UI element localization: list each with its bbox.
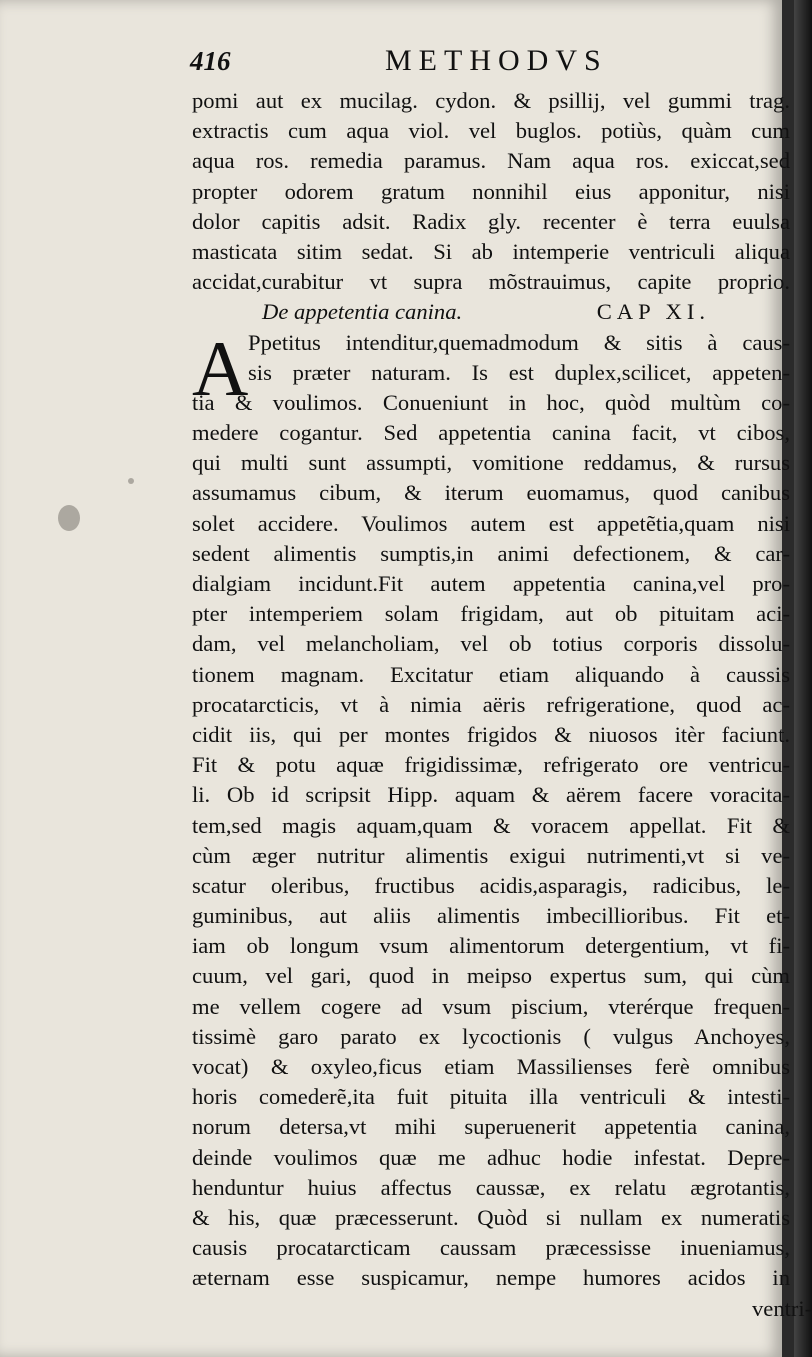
text-line: tionem magnam. Excitatur etiam aliquando à caussis — [192, 661, 790, 687]
text-line: dam, vel melancholiam, vel ob totius corporis dissolu- — [192, 631, 790, 657]
text-line: henduntur huius affectus caussæ, ex relatu ægrotantis, — [192, 1174, 790, 1200]
chapter-number: CAP XI. — [596, 299, 710, 325]
text-line: solet accidere. Voulimos autem est appetẽtia,quam nisi — [192, 510, 790, 536]
chapter-title: De appetentia canina. — [262, 299, 463, 325]
text-line: me vellem cogere ad vsum piscium, vterérque frequen- — [192, 993, 790, 1019]
text-line: & his, quæ præcesserunt. Quòd si nullam ex numeratis — [192, 1204, 790, 1230]
text-line: horis comederẽ,ita fuit pituita illa ventriculi & intesti- — [192, 1084, 790, 1110]
text-line: tem,sed magis aquam,quam & voracem appellat. Fit & — [192, 812, 790, 838]
text-line: vocat) & oxyleo,ficus etiam Massilienses ferè omnibus — [192, 1054, 790, 1079]
page-number: 416 — [190, 46, 231, 76]
text-line: scatur oleribus, fructibus acidis,asparagis, radicibus, le- — [192, 872, 790, 898]
text-line: sedent alimentis sumptis,in animi defectionem, & car- — [192, 540, 790, 566]
text-line: procatarcticis, vt à nimia aëris refrigeratione, quod ac- — [192, 691, 790, 717]
book-spine — [794, 0, 812, 1357]
text-line: dolor capitis adsit. Radix gly. recenter è terra euulsa — [192, 208, 790, 234]
text-line: tia & voulimos. Conueniunt in hoc, quòd multùm co- — [192, 389, 790, 415]
body-text — [192, 86, 812, 1324]
text-line: aqua ros. remedia paramus. Nam aqua ros. exiccat,sed — [192, 148, 790, 174]
text-line: norum detersa,vt mihi superuenerit appetentia canina, — [192, 1114, 790, 1140]
text-line: deinde voulimos quæ me adhuc hodie infestat. Depre- — [192, 1144, 790, 1170]
text-line: pter intemperiem solam frigidam, aut ob pituitam aci- — [192, 601, 790, 627]
text-line: guminibus, aut aliis alimentis imbecillioribus. Fit et- — [192, 903, 790, 929]
text-line: extractis cum aqua viol. vel buglos. potiùs, quàm cum — [192, 118, 790, 144]
text-line: iam ob longum vsum alimentorum detergentium, vt fi- — [192, 933, 790, 959]
drop-cap: A — [192, 325, 249, 412]
text-line: Ppetitus intenditur,quemadmodum & sitis à caus- — [248, 329, 790, 355]
text-line: cuum, vel gari, quod in meipso expertus sum, qui cùm — [192, 963, 790, 989]
chapter-heading — [192, 297, 790, 327]
text-line: cidit iis, qui per montes frigidos & niuosos itèr faciunt. — [192, 721, 790, 747]
page-header — [190, 44, 750, 84]
text-line: Fit & potu aquæ frigidissimæ, refrigerato ore ventricu- — [192, 752, 790, 778]
ink-speck — [128, 478, 134, 484]
text-line: li. Ob id scripsit Hipp. aquam & aërem facere voracita- — [192, 782, 790, 808]
text-line: pomi aut ex mucilag. cydon. & psillij, vel gummi trag. — [192, 88, 790, 113]
text-line: propter odorem gratum nonnihil eius apponitur, nisi — [192, 178, 790, 204]
text-line: medere cogantur. Sed appetentia canina facit, vt cibos, — [192, 420, 790, 446]
text-line: æternam esse suspicamur, nempe humores acidos in — [192, 1265, 790, 1291]
text-line: masticata sitim sedat. Si ab intemperie ventriculi aliqua — [192, 238, 790, 264]
ink-speck — [58, 505, 80, 531]
text-line: sis præter naturam. Is est duplex,scilicet, appeten- — [248, 359, 790, 385]
text-line: dialgiam incidunt.Fit autem appetentia canina,vel pro- — [192, 571, 790, 596]
text-line: accidat,curabitur vt supra mõstrauimus, capite proprio. — [192, 269, 790, 295]
running-head: METHODVS — [385, 44, 608, 77]
text-line: cùm æger nutritur alimentis exigui nutrimenti,vt si ve- — [192, 842, 790, 868]
catchword: ventri- — [752, 1295, 812, 1321]
text-line: qui multi sunt assumpti, vomitione reddamus, & rursus — [192, 450, 790, 476]
text-line: causis procatarcticam caussam præcessisse inueniamus, — [192, 1235, 790, 1261]
text-line: tissimè garo parato ex lycoctionis ( vulgus Anchoyes, — [192, 1023, 790, 1049]
text-line: assumamus cibum, & iterum euomamus, quod canibus — [192, 480, 790, 506]
